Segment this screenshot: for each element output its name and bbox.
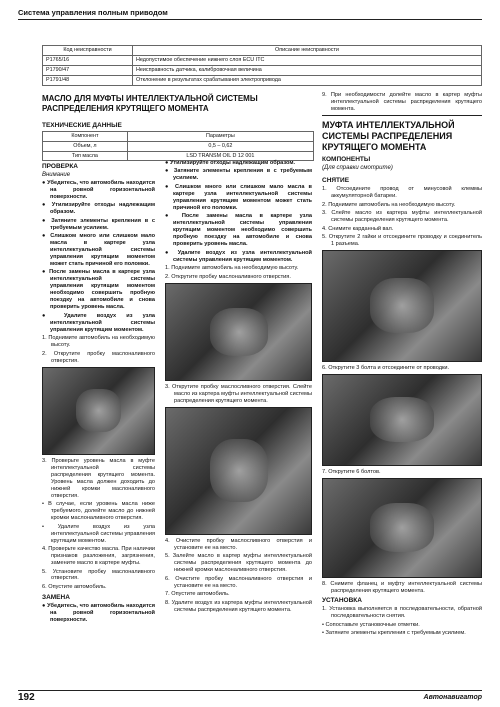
step-item: 3. Слейте масло из картера муфты интеллектуальной системы распределения крутящего момента. xyxy=(322,210,482,224)
step-item: 4. Снимите карданный вал. xyxy=(322,225,394,232)
table-row xyxy=(43,56,482,66)
step-item: 2. Открутите пробку маслоналивного отверстия. xyxy=(165,273,291,280)
step-item: 8. Снимите фланец и муфту интеллектуальной системы распределения крутящего момента. xyxy=(322,580,482,594)
section-divider xyxy=(322,115,482,116)
table-cell: Недопустимое обеспечение нижнего слоя ECU ITC xyxy=(133,56,482,66)
table-cell: Тип масла xyxy=(43,151,128,161)
table-row xyxy=(43,66,482,76)
bullet-item: ● Слишком много или слишком мало масла в картере узла интеллектуальной системы управления крутящим моментом может стать причиной его поломки. xyxy=(165,183,312,211)
footer-rule xyxy=(18,690,482,691)
page-number: 192 xyxy=(18,692,35,703)
column-1 xyxy=(42,160,155,626)
components-note: (Для справки смотрите) xyxy=(322,165,393,172)
section-title: МУФТА ИНТЕЛЛЕКТУАЛЬНОЙ СИСТЕМЫ РАСПРЕДЕЛЕНИЯ КРУТЯЩЕГО МОМЕНТА xyxy=(322,119,455,152)
photo-connector-nuts xyxy=(322,250,482,362)
spec-title: ТЕХНИЧЕСКИЕ ДАННЫЕ xyxy=(42,122,122,129)
photo-coupling-flange xyxy=(322,478,482,578)
install-heading: УСТАНОВКА xyxy=(322,596,362,604)
bullet-item: ● Убедитесь, что автомобиль находится на ровной горизонтальной поверхности. xyxy=(42,603,155,624)
step-item: • Удалите воздух из узла интеллектуальной системы управления крутящим моментом. xyxy=(42,523,155,544)
page-header xyxy=(18,8,482,20)
publisher-name: Автонавигатор xyxy=(423,694,482,701)
table-cell: P1791/48 xyxy=(43,76,133,86)
bullet-item: ● Убедитесь, что автомобиль находится на ровной горизонтальной поверхности. xyxy=(42,179,155,200)
step-item: 7. Опустите автомобиль. xyxy=(165,591,230,598)
step-item: 4. Очистите пробку маслосливного отверстия и установите ее на место. xyxy=(165,537,312,551)
column-2 xyxy=(165,160,312,615)
step-item: 2. Поднимите автомобиль на необходимую высоту. xyxy=(322,201,456,208)
column-3 xyxy=(322,92,482,638)
table-row xyxy=(43,141,314,151)
components-heading: КОМПОНЕНТЫ xyxy=(322,156,371,164)
photo-filler-plug-removal xyxy=(165,283,312,381)
table-cell: P1790/47 xyxy=(43,66,133,76)
table-header-row xyxy=(43,46,482,56)
section-heading-replacement: ЗАМЕНА xyxy=(42,593,70,601)
step-item: • Сопоставьте установочные отметки. xyxy=(322,621,420,628)
step-item: 6. Открутите 3 болта и отсоедините от проводки. xyxy=(322,364,450,371)
step-item: 3. Открутите пробку маслосливного отверстия. Слейте масло из картера муфты интеллектуальной системы распределения крутящего момента. xyxy=(165,383,312,404)
bullet-item: ● Слишком много или слишком мало масла в картере узла интеллектуальной системы управления крутящим моментом может стать причиной его поломки. xyxy=(42,233,156,267)
table-cell: LSD TRANSM OIL D 12 001 xyxy=(127,151,313,161)
table-cell: Отклонение в результатах срабатывания электропривода xyxy=(133,76,482,86)
step-item: 3. Проверьте уровень масла в муфте интеллектуальной системы распределения крутящего момента. Уровень масла должен доходить до нижней кромки маслоналивного отверстия. xyxy=(42,457,155,499)
removal-heading: СНЯТИЕ xyxy=(322,176,350,184)
step-item: 5. Залейте масло в картер муфты интеллектуальной системы распределения крутящего момента до нижней кромки маслоналивного отверстия. xyxy=(165,553,312,574)
step-item: 9. При необходимости долейте масло в картер муфты интеллектуальной системы распределения крутящего момента. xyxy=(322,92,482,112)
section-heading-check: ПРОВЕРКА xyxy=(42,163,79,170)
step-item: 8. Удалите воздух из картера муфты интеллектуальной системы распределения крутящего момента. xyxy=(165,599,312,613)
step-item: • В случае, если уровень масла ниже требуемого, долейте масло до нижней кромки маслоналивного отверстия. xyxy=(42,501,155,522)
table-header-row xyxy=(43,132,314,142)
table-cell: 0,5 – 0,62 xyxy=(127,141,313,151)
table-row xyxy=(43,76,482,86)
spec-table xyxy=(42,131,314,161)
bullet-item: ● После замены масла в картере узла интеллектуальной системы управления крутящим моментом необходимо совершить пробную поездку на автомобиле и снова проверить уровень масла. xyxy=(42,269,155,311)
fault-codes-table xyxy=(42,45,482,86)
table-header: Описание неисправности xyxy=(133,46,482,56)
step-item: 5. Открутите 2 гайки и отсоедините проводку и соединитель 1 разъема. xyxy=(322,234,482,247)
step-item: 2. Открутите пробку маслоналивного отверстия. xyxy=(42,350,155,364)
step-item: 7. Открутите 6 болтов. xyxy=(322,468,381,475)
step-item: 1. Отсоедините провод от минусовой клеммы аккумуляторной батареи. xyxy=(322,186,482,200)
step-item: 1. Поднимите автомобиль на необходимую высоту. xyxy=(165,265,299,272)
bullet-item: ● Утилизируйте отходы надлежащим образом. xyxy=(42,202,155,216)
table-cell: P1765/16 xyxy=(43,56,133,66)
photo-bolts xyxy=(322,374,482,466)
step-item: 5. Установите пробку маслоналивного отверстия. xyxy=(42,568,155,582)
step-item: 1. Установка выполняется в последовательности, обратной последовательности снятия. xyxy=(322,606,482,620)
table-cell: Объем, л xyxy=(43,141,128,151)
attention-label: Внимание xyxy=(42,172,71,179)
bullet-item: ● Удалите воздух из узла интеллектуальной системы управления крутящим моментом. xyxy=(165,249,312,263)
table-header: Компонент xyxy=(43,132,128,142)
step-item: 1. Поднимите автомобиль на необходимую высоту. xyxy=(42,335,155,349)
header-title: Система управления полным приводом xyxy=(18,8,168,17)
photo-drain-plug xyxy=(165,407,312,535)
bullet-item: ● Затяните элементы крепления в с требуемым усилием. xyxy=(165,168,312,182)
table-cell: Неисправность датчика, калибровочная величина xyxy=(133,66,482,76)
step-item: • Затяните элементы крепления с требуемым усилием. xyxy=(322,629,466,636)
table-header: Параметры xyxy=(127,132,313,142)
bullet-item: ● После замены масла в картере узла интеллектуальной системы управления крутящим моментом необходимо совершить пробную поездку на автомобиле и снова проверить уровень масла. xyxy=(165,213,312,248)
step-item: 4. Проверьте качество масла. При наличии признаков разложения, загрязнения, замените масло в картере муфты. xyxy=(42,546,155,567)
main-title: МАСЛО ДЛЯ МУФТЫ ИНТЕЛЛЕКТУАЛЬНОЙ СИСТЕМЫ РАСПРЕДЕЛЕНИЯ КРУТЯЩЕГО МОМЕНТА xyxy=(42,94,258,114)
bullet-item: ● Удалите воздух из узла интеллектуальной системы управления крутящим моментом. xyxy=(42,312,155,333)
bullet-item: ● Затяните элементы крепления в с требуемым усилием. xyxy=(42,217,155,231)
bullet-item: ● Утилизируйте отходы надлежащим образом. xyxy=(165,160,296,166)
step-item: 6. Опустите автомобиль. xyxy=(42,583,107,590)
table-header: Код неисправности xyxy=(43,46,133,56)
photo-oil-filler-plug xyxy=(42,367,155,455)
step-item: 6. Очистите пробку маслоналивного отверстия и установите ее на место. xyxy=(165,575,312,589)
